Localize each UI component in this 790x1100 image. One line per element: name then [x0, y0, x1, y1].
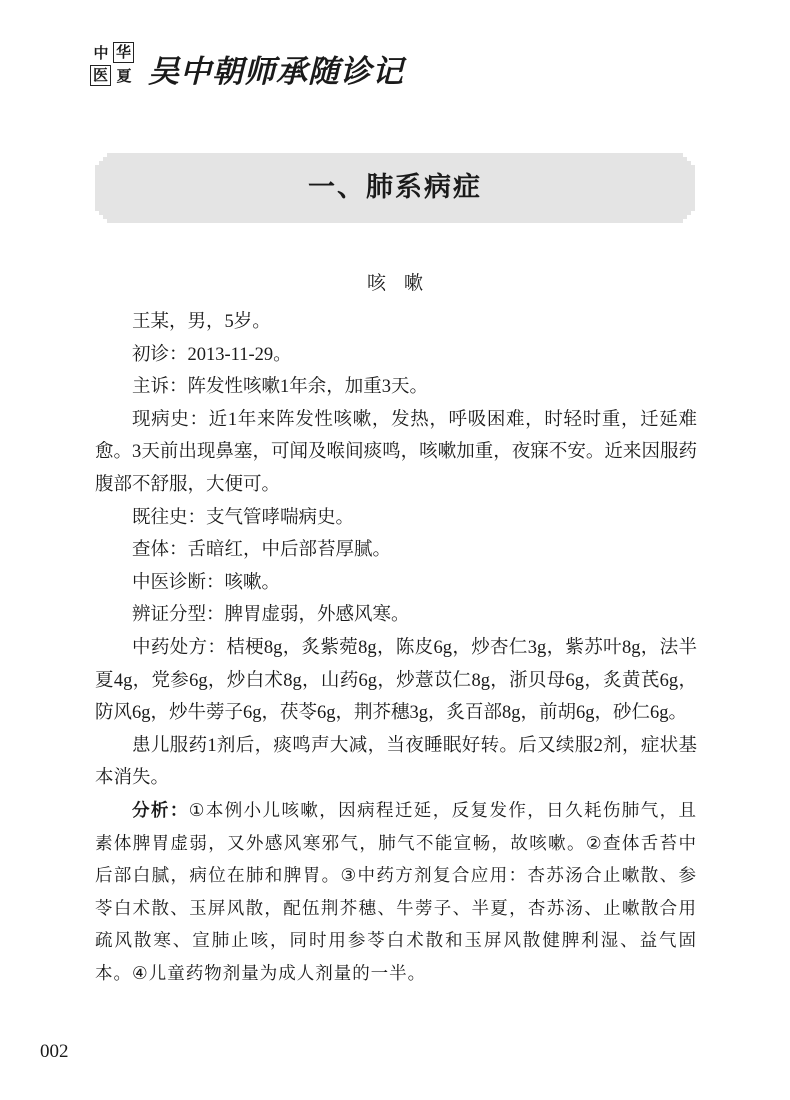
analysis: [95, 795, 697, 991]
physical-exam: 查体：舌暗红，中后部苔厚腻。: [132, 540, 392, 561]
first-visit: 初诊：2013-11-29。: [132, 344, 292, 365]
present-history: 现病史：近1年来阵发性咳嗽，发热，呼吸困难，时轻时重，迁延难愈。3天前出现鼻塞，可闻及喉间痰鸣，咳嗽加重，夜寐不安。近来因服药腹部不舒服，大便可。: [95, 409, 697, 495]
book-title: 吴中朝师承随诊记: [148, 54, 404, 90]
outcome: 患儿服药1剂后，痰鸣声大减，当夜睡眠好转。后又续服2剂，症状基本消失。: [95, 735, 697, 789]
running-header: [90, 42, 420, 94]
page-number: 002: [40, 1041, 69, 1062]
logo-char: 华: [113, 42, 134, 63]
series-logo: [90, 42, 136, 88]
prescription: 中药处方：桔梗8g，炙紫菀8g，陈皮6g，炒杏仁3g，紫苏叶8g，法半夏4g，党参6g，炒白术8g，山药6g，炒薏苡仁8g，浙贝母6g，炙黄芪6g，防风6g，炒牛蒡子6g，茯苓6g，荆芥穗3g，炙百部8g，前胡6g，砂仁6g。: [95, 637, 697, 724]
syndrome-type: 辨证分型：脾胃虚弱，外感风寒。: [132, 605, 410, 626]
logo-char: 中: [93, 44, 109, 62]
patient-info: 王某，男，5岁。: [132, 312, 271, 332]
chapter-title: 一、肺系病症: [308, 172, 482, 203]
analysis-text: ①本例小儿咳嗽，因病程迁延，反复发作，日久耗伤肺气，且素体脾胃虚弱，又外感风寒邪气，肺气不能宣畅，故咳嗽。②查体舌苔中后部白腻，病位在肺和脾胃。③中药方剂复合应用：杏苏汤合止嗽散、参苓白术散、玉屏风散，配伍荆芥穗、牛蒡子、半夏，杏苏汤、止嗽散合用疏风散寒、宣肺止咳，同时用参苓白术散和玉屏风散健脾利湿、益气固本。④儿童药物剂量为成人剂量的一半。: [95, 800, 698, 984]
case-record: [95, 306, 697, 990]
section-title: 咳嗽: [366, 272, 441, 294]
past-history: 既往史：支气管哮喘病史。: [132, 507, 355, 528]
chief-complaint: 主诉：阵发性咳嗽1年余，加重3天。: [132, 377, 429, 398]
logo-char: 医: [90, 65, 111, 86]
chapter-banner: [95, 153, 695, 223]
tcm-diagnosis: 中医诊断：咳嗽。: [132, 572, 281, 593]
analysis-label: 分析：: [132, 800, 189, 821]
logo-char: 夏: [116, 67, 132, 85]
